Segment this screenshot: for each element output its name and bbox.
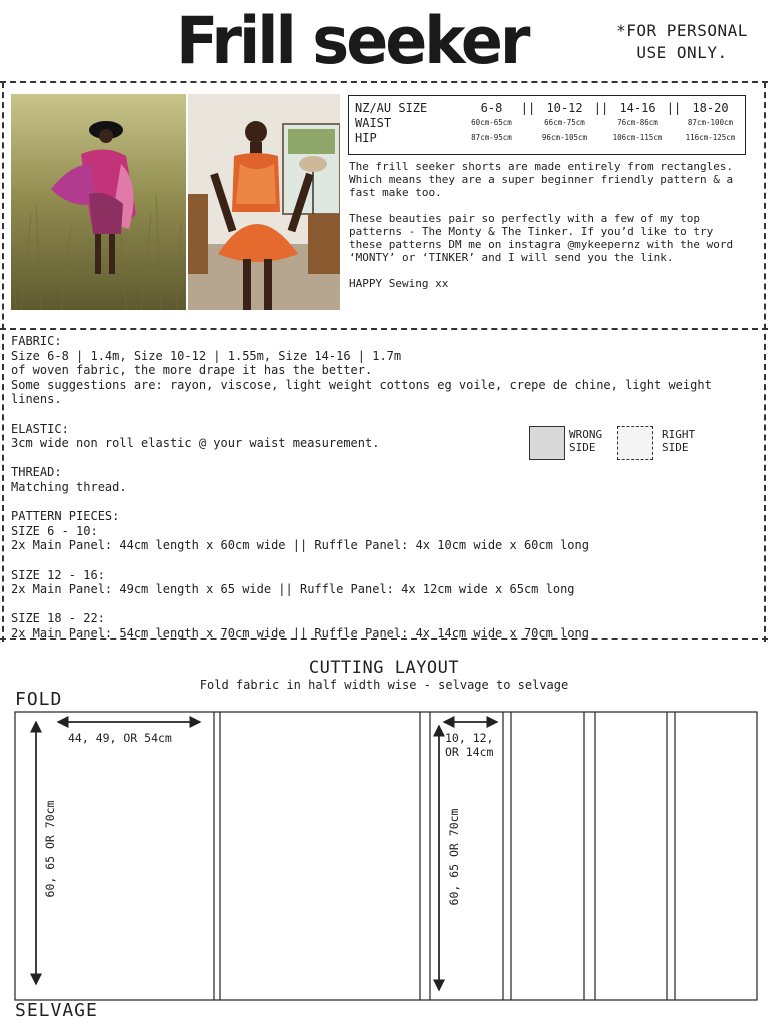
hip-value: 87cm-95cm bbox=[471, 133, 512, 142]
cutting-layout-title: CUTTING LAYOUT bbox=[308, 658, 460, 678]
wrong-side-label: WRONG SIDE bbox=[569, 428, 603, 454]
size-group-text: 2x Main Panel: 49cm length x 65 wide || Ruffle Panel: 4x 12cm wide x 65cm long bbox=[11, 582, 575, 597]
hip-value: 96cm-105cm bbox=[541, 133, 588, 142]
waist-value: 66cm-75cm bbox=[544, 118, 585, 127]
fabric-label: FABRIC: bbox=[11, 334, 62, 348]
main-width-label: 44, 49, OR 54cm bbox=[68, 731, 172, 745]
size-separator: || bbox=[593, 100, 609, 115]
ruffle-length-label: 60, 65 OR 70cm bbox=[447, 808, 461, 906]
right-side-swatch bbox=[617, 426, 653, 460]
main-length-label: 60, 65 OR 70cm bbox=[43, 800, 57, 898]
size-col: 18-20 bbox=[692, 100, 729, 115]
waist-label: WAIST bbox=[355, 115, 392, 130]
divider-top bbox=[0, 81, 768, 83]
intro-text bbox=[349, 160, 749, 303]
thread-text: Matching thread. bbox=[11, 479, 127, 494]
pattern-pieces-label: PATTERN PIECES: bbox=[11, 509, 120, 524]
intro-signoff: HAPPY Sewing xx bbox=[349, 277, 449, 290]
size-col: 14-16 bbox=[619, 100, 656, 115]
size-chart bbox=[348, 95, 746, 155]
personal-use-note: *FOR PERSONAL USE ONLY. bbox=[616, 21, 748, 62]
ruffle-width-label: 10, 12, OR 14cm bbox=[445, 731, 494, 759]
size-group-label: SIZE 18 - 22: bbox=[11, 611, 105, 626]
fabric-line: Size 6-8 | 1.4m, Size 10-12 | 1.55m, Size 14-16 | 1.7m bbox=[11, 348, 402, 363]
hip-value: 116cm-125cm bbox=[685, 133, 736, 142]
elastic-text: 3cm wide non roll elastic @ your waist measurement. bbox=[11, 436, 380, 451]
right-side-label: RIGHT SIDE bbox=[662, 428, 696, 454]
intro-paragraph: These beauties pair so perfectly with a few of my top patterns - The Monty & The Tinker. If you’d like to try these patterns DM me on instagra @mykeepernz with the word ‘MONTY’ or ‘TINKER’ and I will send you the link. bbox=[349, 212, 734, 264]
fabric-outline bbox=[15, 712, 757, 1000]
intro-paragraph: The frill seeker shorts are made entirely from rectangles. Which means they are a super beginner friendly pattern & a fast make too. bbox=[349, 160, 734, 199]
photo-indoor bbox=[188, 94, 340, 310]
fold-label: FOLD bbox=[15, 689, 63, 710]
thread-label: THREAD: bbox=[11, 465, 62, 480]
selvage-label: SELVAGE bbox=[15, 1000, 98, 1021]
hip-value: 106cm-115cm bbox=[612, 133, 663, 142]
size-group-label: SIZE 6 - 10: bbox=[11, 523, 98, 538]
fabric-line: of woven fabric, the more drape it has the better. bbox=[11, 363, 373, 378]
divider-left bbox=[2, 82, 4, 642]
size-header-label: NZ/AU SIZE bbox=[355, 100, 428, 115]
waist-value: 76cm-86cm bbox=[617, 118, 658, 127]
waist-value: 87cm-100cm bbox=[687, 118, 734, 127]
materials-section bbox=[11, 334, 751, 655]
hip-label: HIP bbox=[355, 130, 377, 145]
page-title: Frill seeker bbox=[176, 2, 528, 79]
cutting-layout-subtitle: Fold fabric in half width wise - selvage to selvage bbox=[199, 678, 569, 692]
waist-value: 60cm-65cm bbox=[471, 118, 512, 127]
photo-grass-field bbox=[11, 94, 186, 310]
size-group-text: 2x Main Panel: 54cm length x 70cm wide || Ruffle Panel: 4x 14cm wide x 70cm long bbox=[11, 625, 589, 640]
divider-right bbox=[764, 82, 766, 642]
cutting-layout-diagram bbox=[0, 700, 768, 1005]
size-group-text: 2x Main Panel: 44cm length x 60cm wide || Ruffle Panel: 4x 10cm wide x 60cm long bbox=[11, 538, 589, 553]
size-group-label: SIZE 12 - 16: bbox=[11, 567, 105, 582]
size-separator: || bbox=[666, 100, 682, 115]
wrong-side-swatch bbox=[529, 426, 565, 460]
elastic-label: ELASTIC: bbox=[11, 421, 69, 436]
size-col: 10-12 bbox=[546, 100, 583, 115]
size-col: 6-8 bbox=[480, 100, 503, 115]
fabric-line: Some suggestions are: rayon, viscose, light weight cottons eg voile, crepe de chine, light weight linens. bbox=[11, 377, 712, 407]
divider-middle bbox=[0, 328, 768, 330]
size-separator: || bbox=[520, 100, 536, 115]
